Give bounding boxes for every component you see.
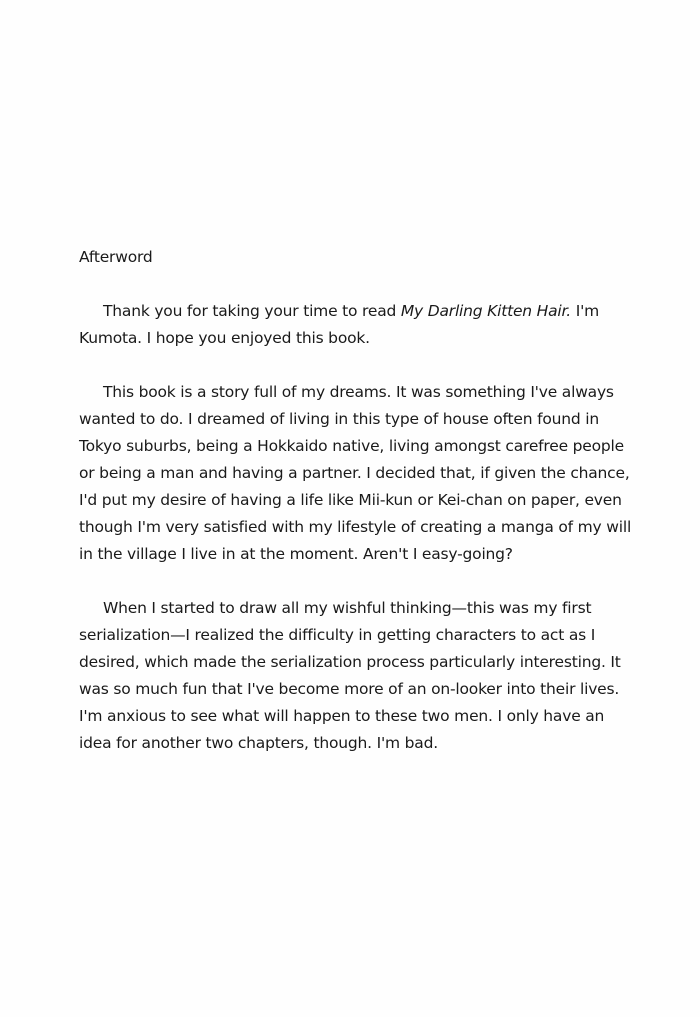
page-heading: Afterword — [79, 248, 153, 266]
paragraph-thanks-tail: I'm Kumota. I hope you enjoyed this book. — [79, 302, 600, 347]
paragraph-dreams: This book is a story full of my dreams. It was something I've always wanted to do. I dreamed of living in this type of house often found in Tokyo suburbs, being a Hokkaido native, living amongst carefree people or being a man and having a partner. I decided that, if given the chance, I'd put my desire of having a life like Mii-kun or Kei-chan on paper, even though I'm very satisfied with my lifestyle of creating a manga of my will in the village I live in at the moment. Aren't I easy-going? — [79, 383, 632, 563]
paragraph-thanks — [79, 298, 639, 352]
book-title: My Darling Kitten Hair. — [400, 302, 571, 320]
paragraph-serialization: When I started to draw all my wishful thinking—this was my first serialization—I realized the difficulty in getting characters to act as I desired, which made the serialization process particularly interesting. It was so much fun that I've become more of an on-looker into their lives. I'm anxious to see what will happen to these two men. I only have an idea for another two chapters, though. I'm bad. — [79, 599, 621, 752]
afterword-text — [79, 244, 639, 784]
paragraph-thanks-lead: Thank you for taking your time to read — [103, 302, 401, 320]
